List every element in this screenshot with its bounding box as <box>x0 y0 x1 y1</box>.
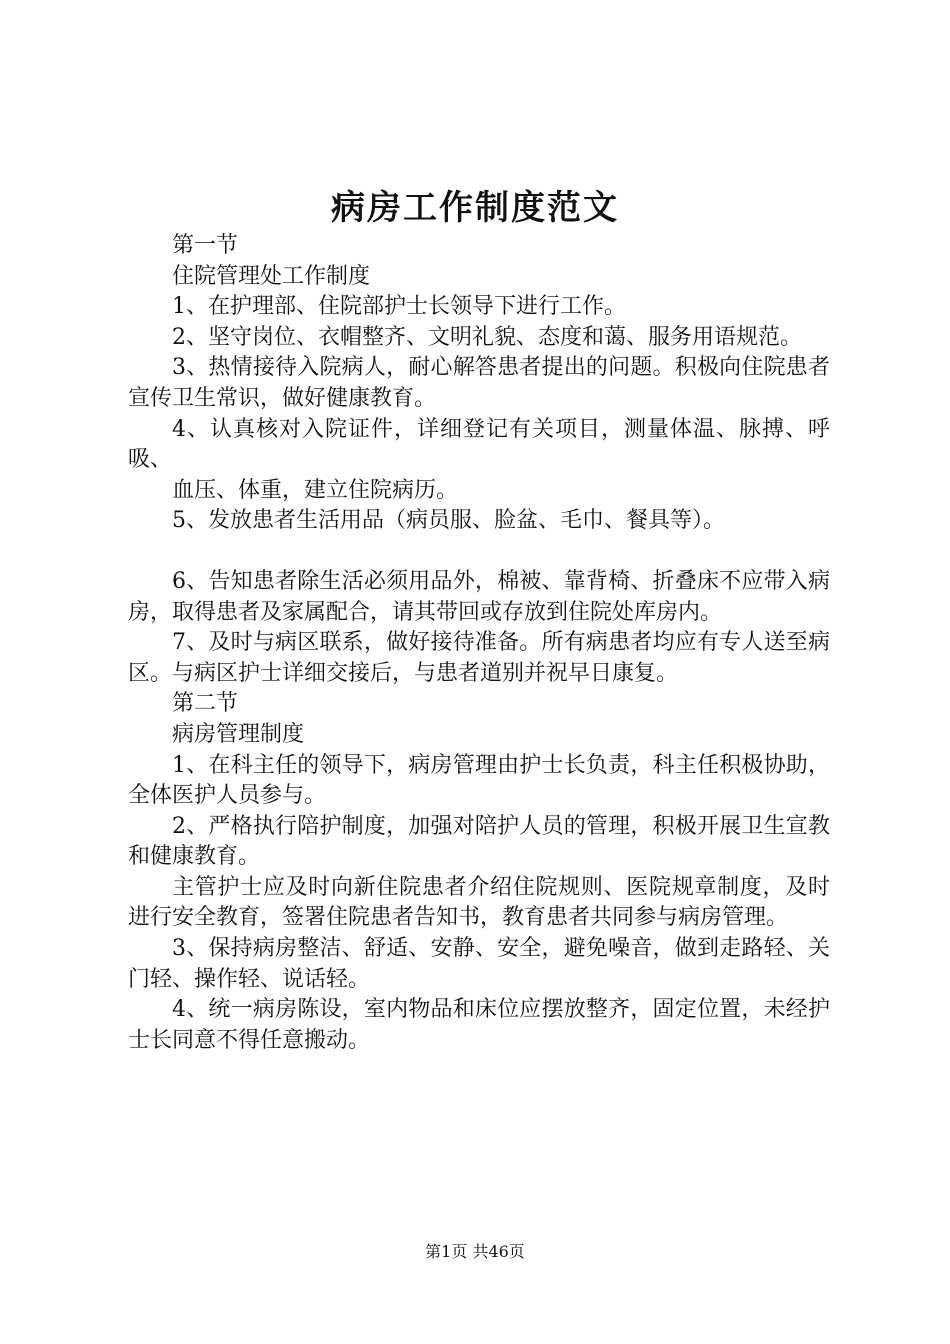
paragraph: 2、严格执行陪护制度，加强对陪护人员的管理，积极开展卫生宣教和健康教育。 <box>128 813 830 870</box>
paragraph: 3、保持病房整洁、舒适、安静、安全，避免噪音，做到走路轻、关门轻、操作轻、说话轻。 <box>128 936 830 992</box>
document-title: 病房工作制度范文 <box>331 188 619 228</box>
paragraph: 2、坚守岗位、衣帽整齐、文明礼貌、态度和蔼、服务用语规范。 <box>172 324 802 350</box>
paragraph: 1、在科主任的领导下，病房管理由护士长负责，科主任积极协助，全体医护人员参与。 <box>128 752 830 809</box>
section-heading: 第一节 <box>172 233 239 258</box>
page-footer: 第1页 共46页 <box>425 1242 525 1261</box>
paragraph: 1、在护理部、住院部护士长领导下进行工作。 <box>172 294 626 320</box>
paragraph: 4、统一病房陈设，室内物品和床位应摆放整齐，固定位置，未经护士长同意不得任意搬动。 <box>128 997 830 1053</box>
paragraph: 7、及时与病区联系，做好接待准备。所有病患者均应有专人送至病区。与病区护士详细交接后，与患者道别并祝早日康复。 <box>128 630 830 686</box>
paragraph: 6、告知患者除生活必须用品外，棉被、靠背椅、折叠床不应带入病房，取得患者及家属配合，请其带回或存放到住院处库房内。 <box>128 568 830 625</box>
section-subtitle: 住院管理处工作制度 <box>172 263 371 289</box>
paragraph: 主管护士应及时向新住院患者介绍住院规则、医院规章制度，及时进行安全教育，签署住院患者告知书，教育患者共同参与病房管理。 <box>128 874 830 931</box>
section-heading: 第二节 <box>172 691 239 717</box>
paragraph: 5、发放患者生活用品（病员服、脸盆、毛巾、餐具等）。 <box>172 508 725 534</box>
paragraph: 4、认真核对入院证件，详细登记有关项目，测量体温、脉搏、呼吸、 <box>128 416 830 473</box>
paragraph: 3、热情接待入院病人，耐心解答患者提出的问题。积极向住院患者宣传卫生常识，做好健康教育。 <box>128 355 830 411</box>
section-subtitle: 病房管理制度 <box>172 721 305 747</box>
document-body <box>128 231 830 1056</box>
paragraph: 血压、体重，建立住院病历。 <box>172 477 459 503</box>
